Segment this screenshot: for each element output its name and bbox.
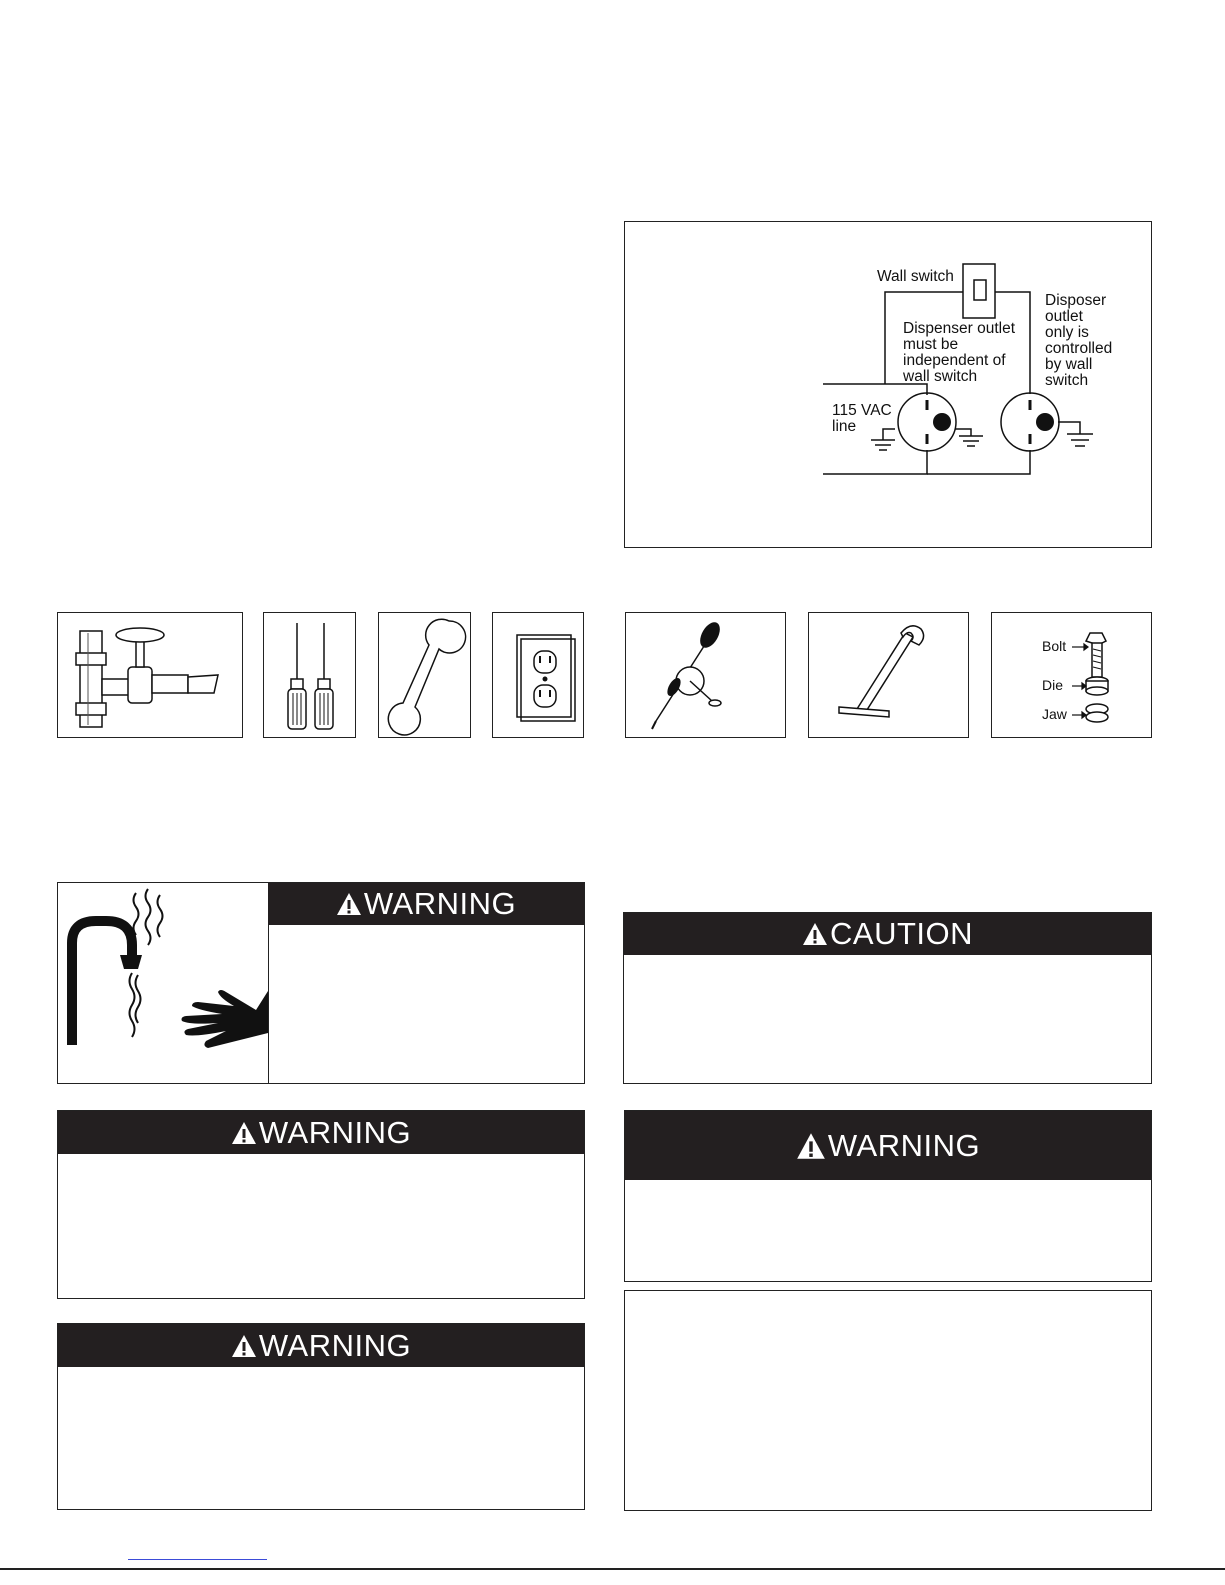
warning-title: WARNING xyxy=(258,1327,412,1363)
caution-box xyxy=(623,912,1152,1084)
warning-box-left-1 xyxy=(57,1110,585,1299)
open-end-wrench-icon xyxy=(379,613,472,739)
page-bottom-rule xyxy=(0,1568,1225,1570)
hand-drill-icon xyxy=(626,613,787,739)
wiring-diagram xyxy=(624,221,1152,548)
warning-title: WARNING xyxy=(363,886,517,921)
wall-switch-label: Wall switch xyxy=(877,268,954,285)
shutoff-valve-icon xyxy=(58,613,244,739)
warning-box-left-2 xyxy=(57,1323,585,1510)
warning-header xyxy=(268,883,584,925)
hot-water-hand-icon xyxy=(58,883,268,1083)
dispenser-outlet-label: Dispenser outlet must be independent of wall switch xyxy=(903,320,1016,385)
warning-header xyxy=(58,1324,584,1367)
warning-triangle-icon xyxy=(336,892,362,916)
jaw-label: Jaw xyxy=(1042,706,1067,722)
warning-title: WARNING xyxy=(258,1114,412,1150)
caution-header xyxy=(624,913,1151,955)
basin-wrench-icon xyxy=(809,613,970,739)
tool-wrench xyxy=(378,612,471,738)
warning-title: WARNING xyxy=(827,1127,981,1163)
caution-title: CAUTION xyxy=(830,916,973,951)
warning-box-right xyxy=(624,1110,1152,1282)
tool-hand-drill xyxy=(625,612,786,738)
tubing-cutter-icon xyxy=(992,613,1153,739)
tool-tubing-cutter xyxy=(991,612,1152,738)
screwdrivers-icon xyxy=(264,613,357,739)
hot-water-warning-box xyxy=(57,882,585,1084)
warning-header xyxy=(58,1111,584,1154)
tool-basin-wrench xyxy=(808,612,969,738)
warning-triangle-icon xyxy=(796,1132,826,1160)
note-box xyxy=(624,1290,1152,1511)
warning-triangle-icon xyxy=(802,922,828,946)
link-underline xyxy=(128,1559,267,1560)
warning-triangle-icon xyxy=(231,1334,257,1358)
tool-shutoff-valve xyxy=(57,612,243,738)
tool-outlet xyxy=(492,612,584,738)
disposer-outlet-label: Disposer outlet only is controlled by wall switch xyxy=(1045,292,1113,389)
tool-screwdrivers xyxy=(263,612,356,738)
warning-header xyxy=(625,1111,1151,1180)
electrical-outlet-icon xyxy=(493,613,585,739)
hot-water-illustration xyxy=(58,883,269,1083)
bolt-label: Bolt xyxy=(1042,638,1067,654)
line-voltage-label: 115 VAC line xyxy=(832,402,892,435)
die-label: Die xyxy=(1042,677,1064,693)
warning-triangle-icon xyxy=(231,1121,257,1145)
